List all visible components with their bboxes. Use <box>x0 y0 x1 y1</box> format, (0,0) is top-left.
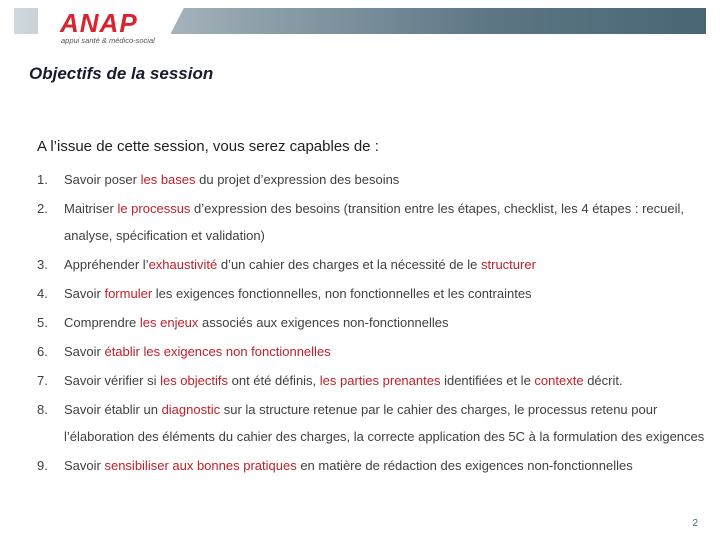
highlighted-text: diagnostic <box>161 402 221 417</box>
highlighted-text: les enjeux <box>139 315 199 330</box>
highlighted-text: les objectifs <box>160 373 228 388</box>
highlighted-text: le processus <box>117 201 191 216</box>
list-item-number: 4. <box>37 286 48 301</box>
list-item-number: 7. <box>37 373 48 388</box>
list-item-text: Savoir vérifier si <box>64 373 161 388</box>
list-item-text: Comprendre <box>64 315 140 330</box>
list-item-number: 9. <box>37 458 48 473</box>
list-item-text: du projet d’expression des besoins <box>195 172 400 187</box>
list-item-text: associés aux exigences non-fonctionnelles <box>198 315 449 330</box>
list-item-number: 1. <box>37 172 48 187</box>
list-item-text: Savoir <box>64 286 105 301</box>
objectives-list <box>37 166 709 481</box>
list-item-text: les exigences fonctionnelles, non fonctionnelles et les contraintes <box>152 286 532 301</box>
list-item-text: Savoir établir un <box>64 402 162 417</box>
list-item-text: Savoir <box>64 344 105 359</box>
highlighted-text: établir les exigences non fonctionnelles <box>104 344 331 359</box>
list-item-number: 5. <box>37 315 48 330</box>
highlighted-text: structurer <box>481 257 536 272</box>
list-item-text: d’un cahier des charges et la nécessité de le <box>217 257 481 272</box>
highlighted-text: contexte <box>534 373 584 388</box>
highlighted-text: sensibiliser aux bonnes pratiques <box>104 458 297 473</box>
intro-text: A l’issue de cette session, vous serez capables de : <box>37 138 379 155</box>
list-item <box>37 452 709 479</box>
highlighted-text: les bases <box>140 172 196 187</box>
page-number: 2 <box>692 518 698 529</box>
highlighted-text: exhaustivité <box>148 257 218 272</box>
list-item-text: identifiées et le <box>440 373 535 388</box>
list-item <box>37 195 709 249</box>
highlighted-text: formuler <box>104 286 153 301</box>
list-item <box>37 280 709 307</box>
list-item-text: sur la structure retenue par le cahier des charges, le processus retenu pour l’élaboration des éléments du cahier des charges, la correcte application des 5C à la formulation des exigences <box>64 402 705 444</box>
page-title: Objectifs de la session <box>29 64 214 83</box>
list-item <box>37 166 709 193</box>
list-item-text: Savoir <box>64 458 105 473</box>
anap-logo: ANAP <box>60 8 138 38</box>
list-item <box>37 309 709 336</box>
list-item-number: 3. <box>37 257 48 272</box>
list-item-text: décrit. <box>583 373 623 388</box>
list-item-number: 6. <box>37 344 48 359</box>
list-item <box>37 367 709 394</box>
logo-subtitle: appui santé & médico-social <box>61 36 155 45</box>
list-item-number: 8. <box>37 402 48 417</box>
list-item <box>37 251 709 278</box>
list-item-text: en matière de rédaction des exigences non-fonctionnelles <box>296 458 633 473</box>
highlighted-text: les parties prenantes <box>319 373 441 388</box>
list-item-text: Maitriser <box>64 201 118 216</box>
list-item-text: Savoir poser <box>64 172 141 187</box>
list-item-text: ont été définis, <box>228 373 320 388</box>
list-item-text: d’expression des besoins (transition entre les étapes, checklist, les 4 étapes : recueil, analyse, spécification et validation) <box>64 201 684 243</box>
list-item-number: 2. <box>37 201 48 216</box>
list-item-text: Appréhender l’ <box>64 257 149 272</box>
list-item <box>37 396 709 450</box>
list-item <box>37 338 709 365</box>
